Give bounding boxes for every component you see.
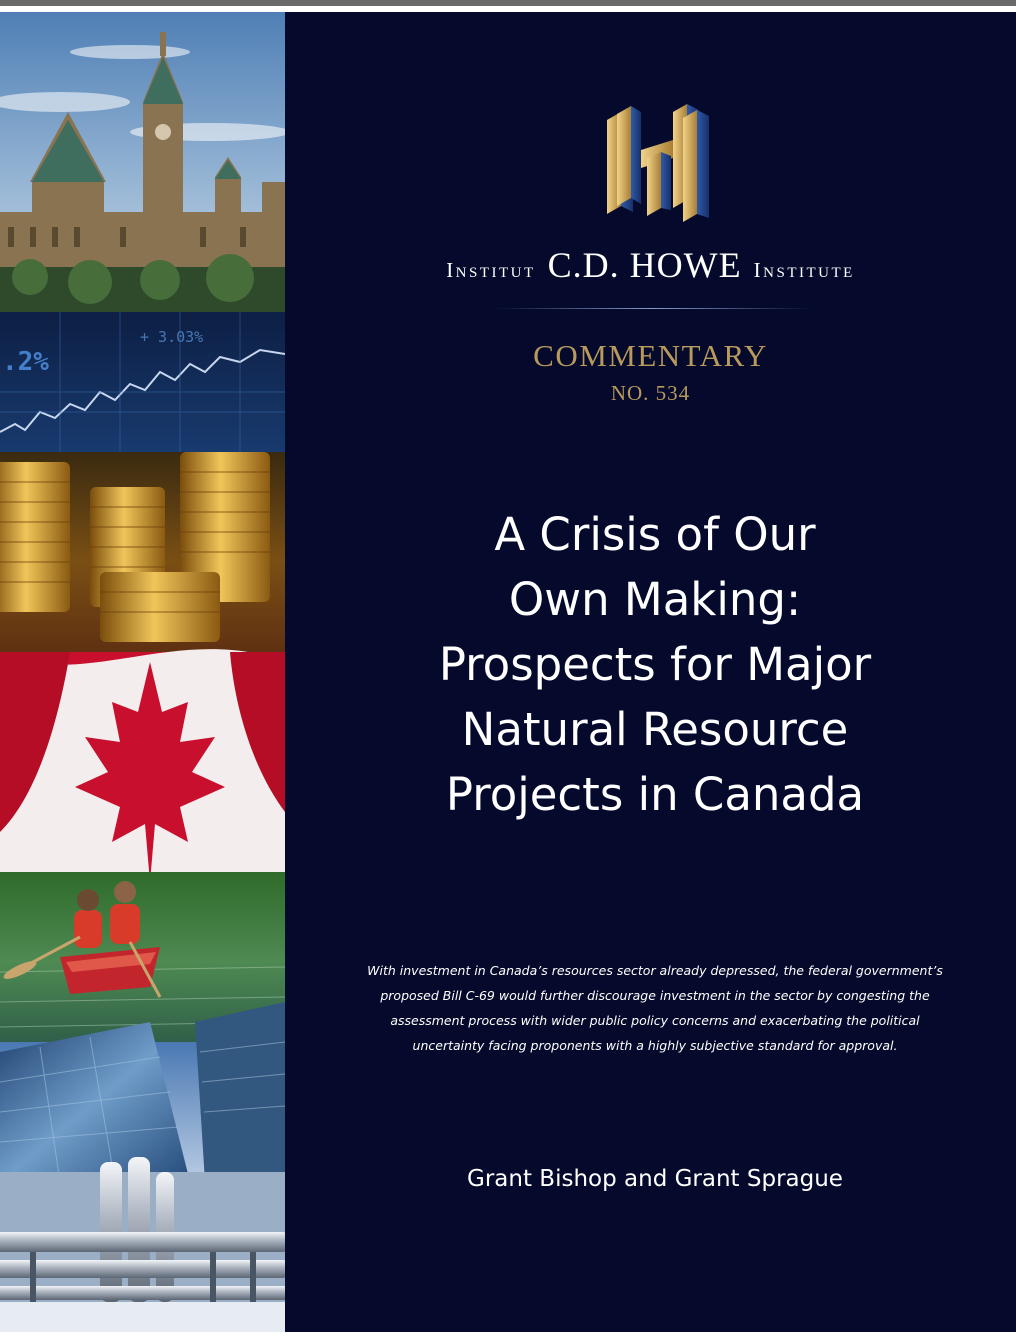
institute-name: C.D. HOWE [547, 245, 742, 285]
report-summary [365, 958, 945, 1058]
institute-french-word: Institut [446, 258, 536, 282]
report-title [375, 502, 935, 827]
cover-text-panel [285, 12, 1016, 1332]
title-line: Projects in Canada [445, 768, 865, 821]
title-line: Natural Resource [461, 703, 849, 756]
divider-rule [495, 308, 811, 309]
title-line: Own Making: [508, 573, 802, 626]
institute-english-word: Institute [753, 258, 855, 282]
series-label: COMMENTARY [533, 338, 768, 373]
title-line: Prospects for Major [438, 638, 872, 691]
cover-photo-collage [0, 12, 285, 1332]
series-number: NO. 534 [610, 381, 691, 405]
cd-howe-logo [603, 98, 713, 224]
institute-wordmark [285, 244, 1016, 286]
summary-line: uncertainty facing proponents with a highly subjective standard for approval. [412, 1038, 898, 1053]
summary-line: With investment in Canada’s resources sector already depressed, the federal government’s [367, 963, 943, 978]
ticker-percent-label: .2% [2, 347, 49, 377]
report-cover [0, 12, 1016, 1332]
summary-line: assessment process with wider public policy concerns and exacerbating the political [390, 1013, 920, 1028]
ticker-change-label: + 3.03% [140, 328, 204, 346]
title-line: A Crisis of Our [494, 508, 816, 561]
report-authors: Grant Bishop and Grant Sprague [467, 1166, 843, 1192]
summary-line: proposed Bill C-69 would further discourage investment in the sector by congesting the [380, 988, 930, 1003]
